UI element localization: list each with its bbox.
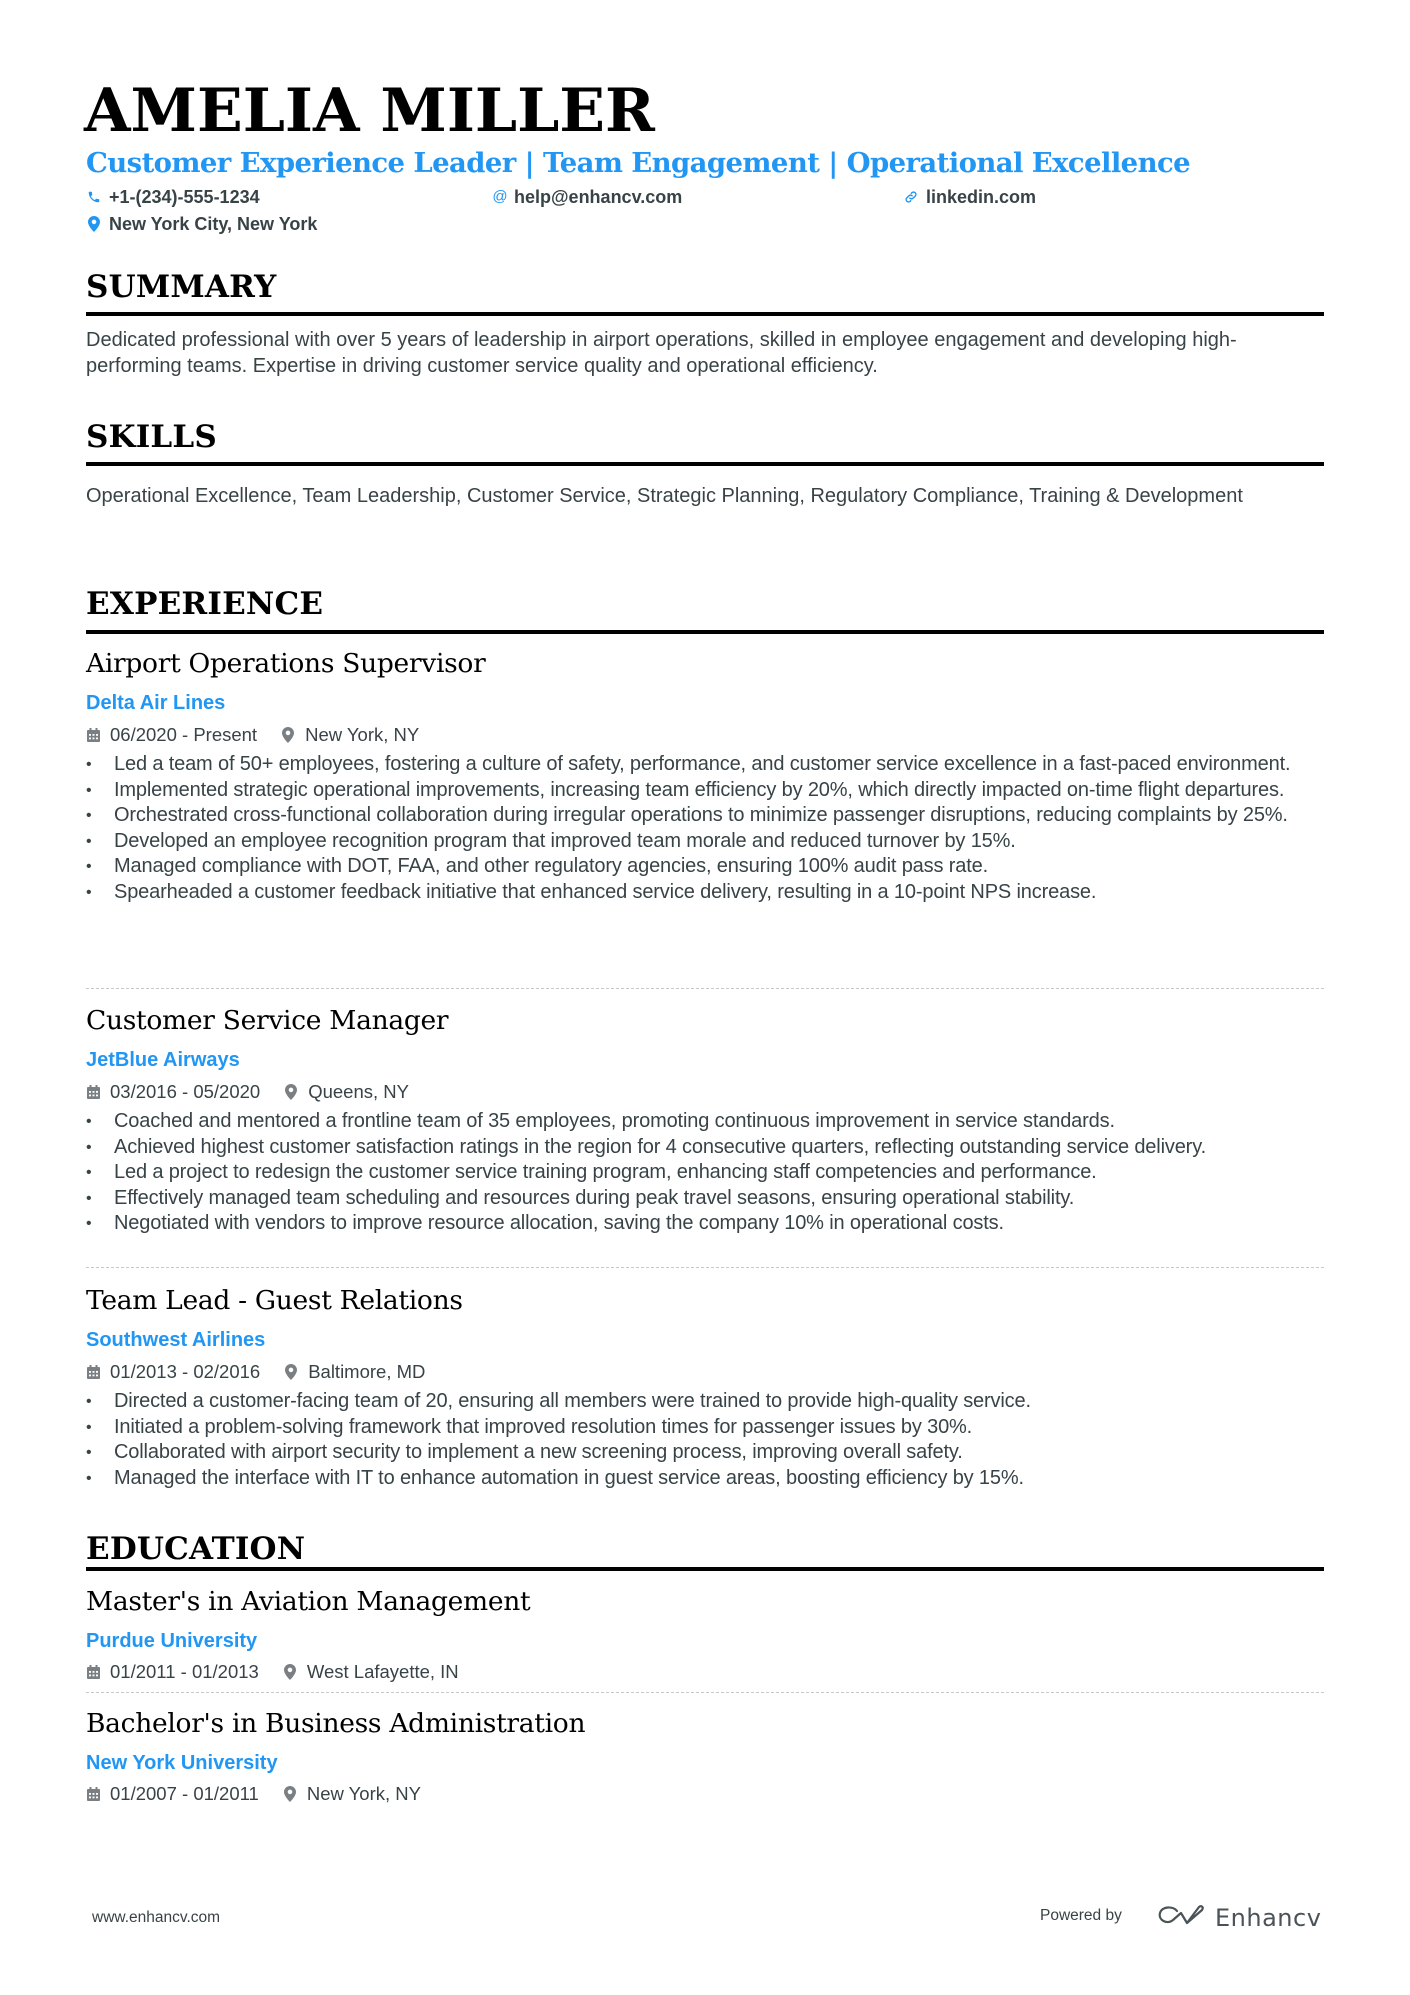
job-bullets bbox=[86, 752, 1331, 906]
calendar-icon bbox=[86, 1664, 100, 1680]
education-meta bbox=[86, 1661, 459, 1683]
entry-separator bbox=[86, 1267, 1324, 1268]
education-location: West Lafayette, IN bbox=[306, 1661, 459, 1682]
candidate-headline: Customer Experience Leader | Team Engagement | Operational Excellence bbox=[86, 147, 1190, 179]
bullet-item: • Spearheaded a customer feedback initiative that enhanced service delivery, resulting in a 10-point NPS increase. bbox=[86, 880, 1331, 906]
candidate-name: AMELIA MILLER bbox=[84, 76, 655, 146]
bullet-item: • Achieved highest customer satisfaction ratings in the region for 4 consecutive quarters, reflecting outstanding service delivery. bbox=[86, 1135, 1331, 1161]
bullet-item: • Directed a customer-facing team of 20, ensuring all members were trained to provide high-quality service. bbox=[86, 1389, 1331, 1415]
job-location: Queens, NY bbox=[308, 1081, 409, 1102]
location-text: New York City, New York bbox=[109, 214, 318, 234]
section-heading-summary: SUMMARY bbox=[86, 269, 277, 305]
job-meta bbox=[86, 1081, 409, 1103]
bullet-item: • Orchestrated cross-functional collaboration during irregular operations to minimize passenger disruptions, reducing complaints by 25%. bbox=[86, 803, 1331, 829]
map-pin-icon bbox=[283, 1664, 297, 1680]
footer-website-link[interactable]: www.enhancv.com bbox=[92, 1909, 221, 1926]
education-meta bbox=[86, 1783, 421, 1805]
bullet-item: • Led a team of 50+ employees, fostering a culture of safety, performance, and customer service excellence in a fast-paced environment. bbox=[86, 752, 1331, 778]
job-meta bbox=[86, 724, 419, 746]
degree-title: Bachelor's in Business Administration bbox=[86, 1708, 586, 1739]
map-pin-icon bbox=[284, 1084, 298, 1100]
school-name: Purdue University bbox=[86, 1630, 258, 1652]
phone-text: +1-(234)-555-1234 bbox=[109, 187, 260, 207]
job-dates: 06/2020 - Present bbox=[110, 724, 258, 745]
enhancv-logo-icon bbox=[1157, 1903, 1205, 1932]
calendar-icon bbox=[86, 1786, 100, 1802]
company-name: JetBlue Airways bbox=[86, 1049, 240, 1071]
section-heading-skills: SKILLS bbox=[86, 419, 218, 455]
contact-location bbox=[86, 213, 317, 235]
footer-powered-by: Powered by bbox=[1040, 1907, 1122, 1924]
link-icon bbox=[903, 188, 919, 206]
contact-phone[interactable] bbox=[86, 186, 260, 208]
phone-icon bbox=[86, 188, 102, 206]
job-location: New York, NY bbox=[305, 724, 420, 745]
job-meta bbox=[86, 1361, 425, 1383]
job-dates: 03/2016 - 05/2020 bbox=[110, 1081, 261, 1102]
bullet-item: • Effectively managed team scheduling and resources during peak travel seasons, ensuring operational stability. bbox=[86, 1186, 1331, 1212]
contact-email[interactable] bbox=[493, 186, 682, 208]
bullet-item: • Collaborated with airport security to implement a new screening process, improving overall safety. bbox=[86, 1440, 1331, 1466]
at-icon: @ bbox=[492, 188, 508, 205]
calendar-icon bbox=[86, 1364, 100, 1380]
bullet-item: • Managed compliance with DOT, FAA, and other regulatory agencies, ensuring 100% audit pass rate. bbox=[86, 854, 1331, 880]
bullet-item: • Led a project to redesign the customer service training program, enhancing staff competencies and performance. bbox=[86, 1160, 1331, 1186]
job-bullets bbox=[86, 1109, 1331, 1237]
map-pin-icon bbox=[284, 1364, 298, 1380]
section-divider bbox=[86, 462, 1324, 466]
school-name: New York University bbox=[86, 1752, 278, 1774]
education-location: New York, NY bbox=[306, 1783, 421, 1804]
company-name: Southwest Airlines bbox=[86, 1329, 266, 1351]
degree-title: Master's in Aviation Management bbox=[86, 1586, 531, 1617]
job-title: Customer Service Manager bbox=[86, 1005, 449, 1036]
contact-linkedin[interactable] bbox=[903, 186, 1036, 208]
job-bullets bbox=[86, 1389, 1331, 1491]
calendar-icon bbox=[86, 1084, 100, 1100]
bullet-item: • Implemented strategic operational improvements, increasing team efficiency by 20%, which directly impacted on-time flight departures. bbox=[86, 778, 1331, 804]
calendar-icon bbox=[86, 727, 100, 743]
bullet-item: • Managed the interface with IT to enhance automation in guest service areas, boosting efficiency by 15%. bbox=[86, 1466, 1331, 1492]
enhancv-brand-text: Enhancv bbox=[1215, 1903, 1322, 1932]
map-pin-icon bbox=[281, 727, 295, 743]
job-title: Team Lead - Guest Relations bbox=[86, 1285, 463, 1316]
company-name: Delta Air Lines bbox=[86, 692, 226, 714]
job-title: Airport Operations Supervisor bbox=[86, 648, 486, 679]
section-divider bbox=[86, 1567, 1324, 1571]
job-location: Baltimore, MD bbox=[308, 1361, 426, 1382]
map-pin-icon bbox=[86, 215, 102, 233]
email-text: help@enhancv.com bbox=[514, 187, 683, 207]
map-pin-icon bbox=[283, 1786, 297, 1802]
section-heading-experience: EXPERIENCE bbox=[86, 586, 324, 622]
job-dates: 01/2013 - 02/2016 bbox=[110, 1361, 261, 1382]
education-dates: 01/2011 - 01/2013 bbox=[110, 1661, 259, 1682]
entry-separator bbox=[86, 1692, 1324, 1693]
summary-text: Dedicated professional with over 5 years of leadership in airport operations, skilled in employee engagement and developing high-performing teams. Expertise in driving customer service quality and operational efficiency. bbox=[86, 329, 1237, 377]
skills-text: Operational Excellence, Team Leadership, Customer Service, Strategic Planning, Regulatory Compliance, Training & Development bbox=[86, 485, 1243, 507]
linkedin-text: linkedin.com bbox=[926, 187, 1037, 207]
section-heading-education: EDUCATION bbox=[86, 1531, 306, 1567]
education-dates: 01/2007 - 01/2011 bbox=[110, 1783, 259, 1804]
bullet-item: • Developed an employee recognition program that improved team morale and reduced turnover by 15%. bbox=[86, 829, 1331, 855]
bullet-item: • Negotiated with vendors to improve resource allocation, saving the company 10% in operational costs. bbox=[86, 1211, 1331, 1237]
bullet-item: • Coached and mentored a frontline team of 35 employees, promoting continuous improvement in service standards. bbox=[86, 1109, 1331, 1135]
entry-separator bbox=[86, 988, 1324, 989]
enhancv-logo[interactable] bbox=[1157, 1903, 1321, 1932]
bullet-item: • Initiated a problem-solving framework that improved resolution times for passenger issues by 30%. bbox=[86, 1415, 1331, 1441]
section-divider bbox=[86, 312, 1324, 316]
section-divider bbox=[86, 630, 1324, 634]
